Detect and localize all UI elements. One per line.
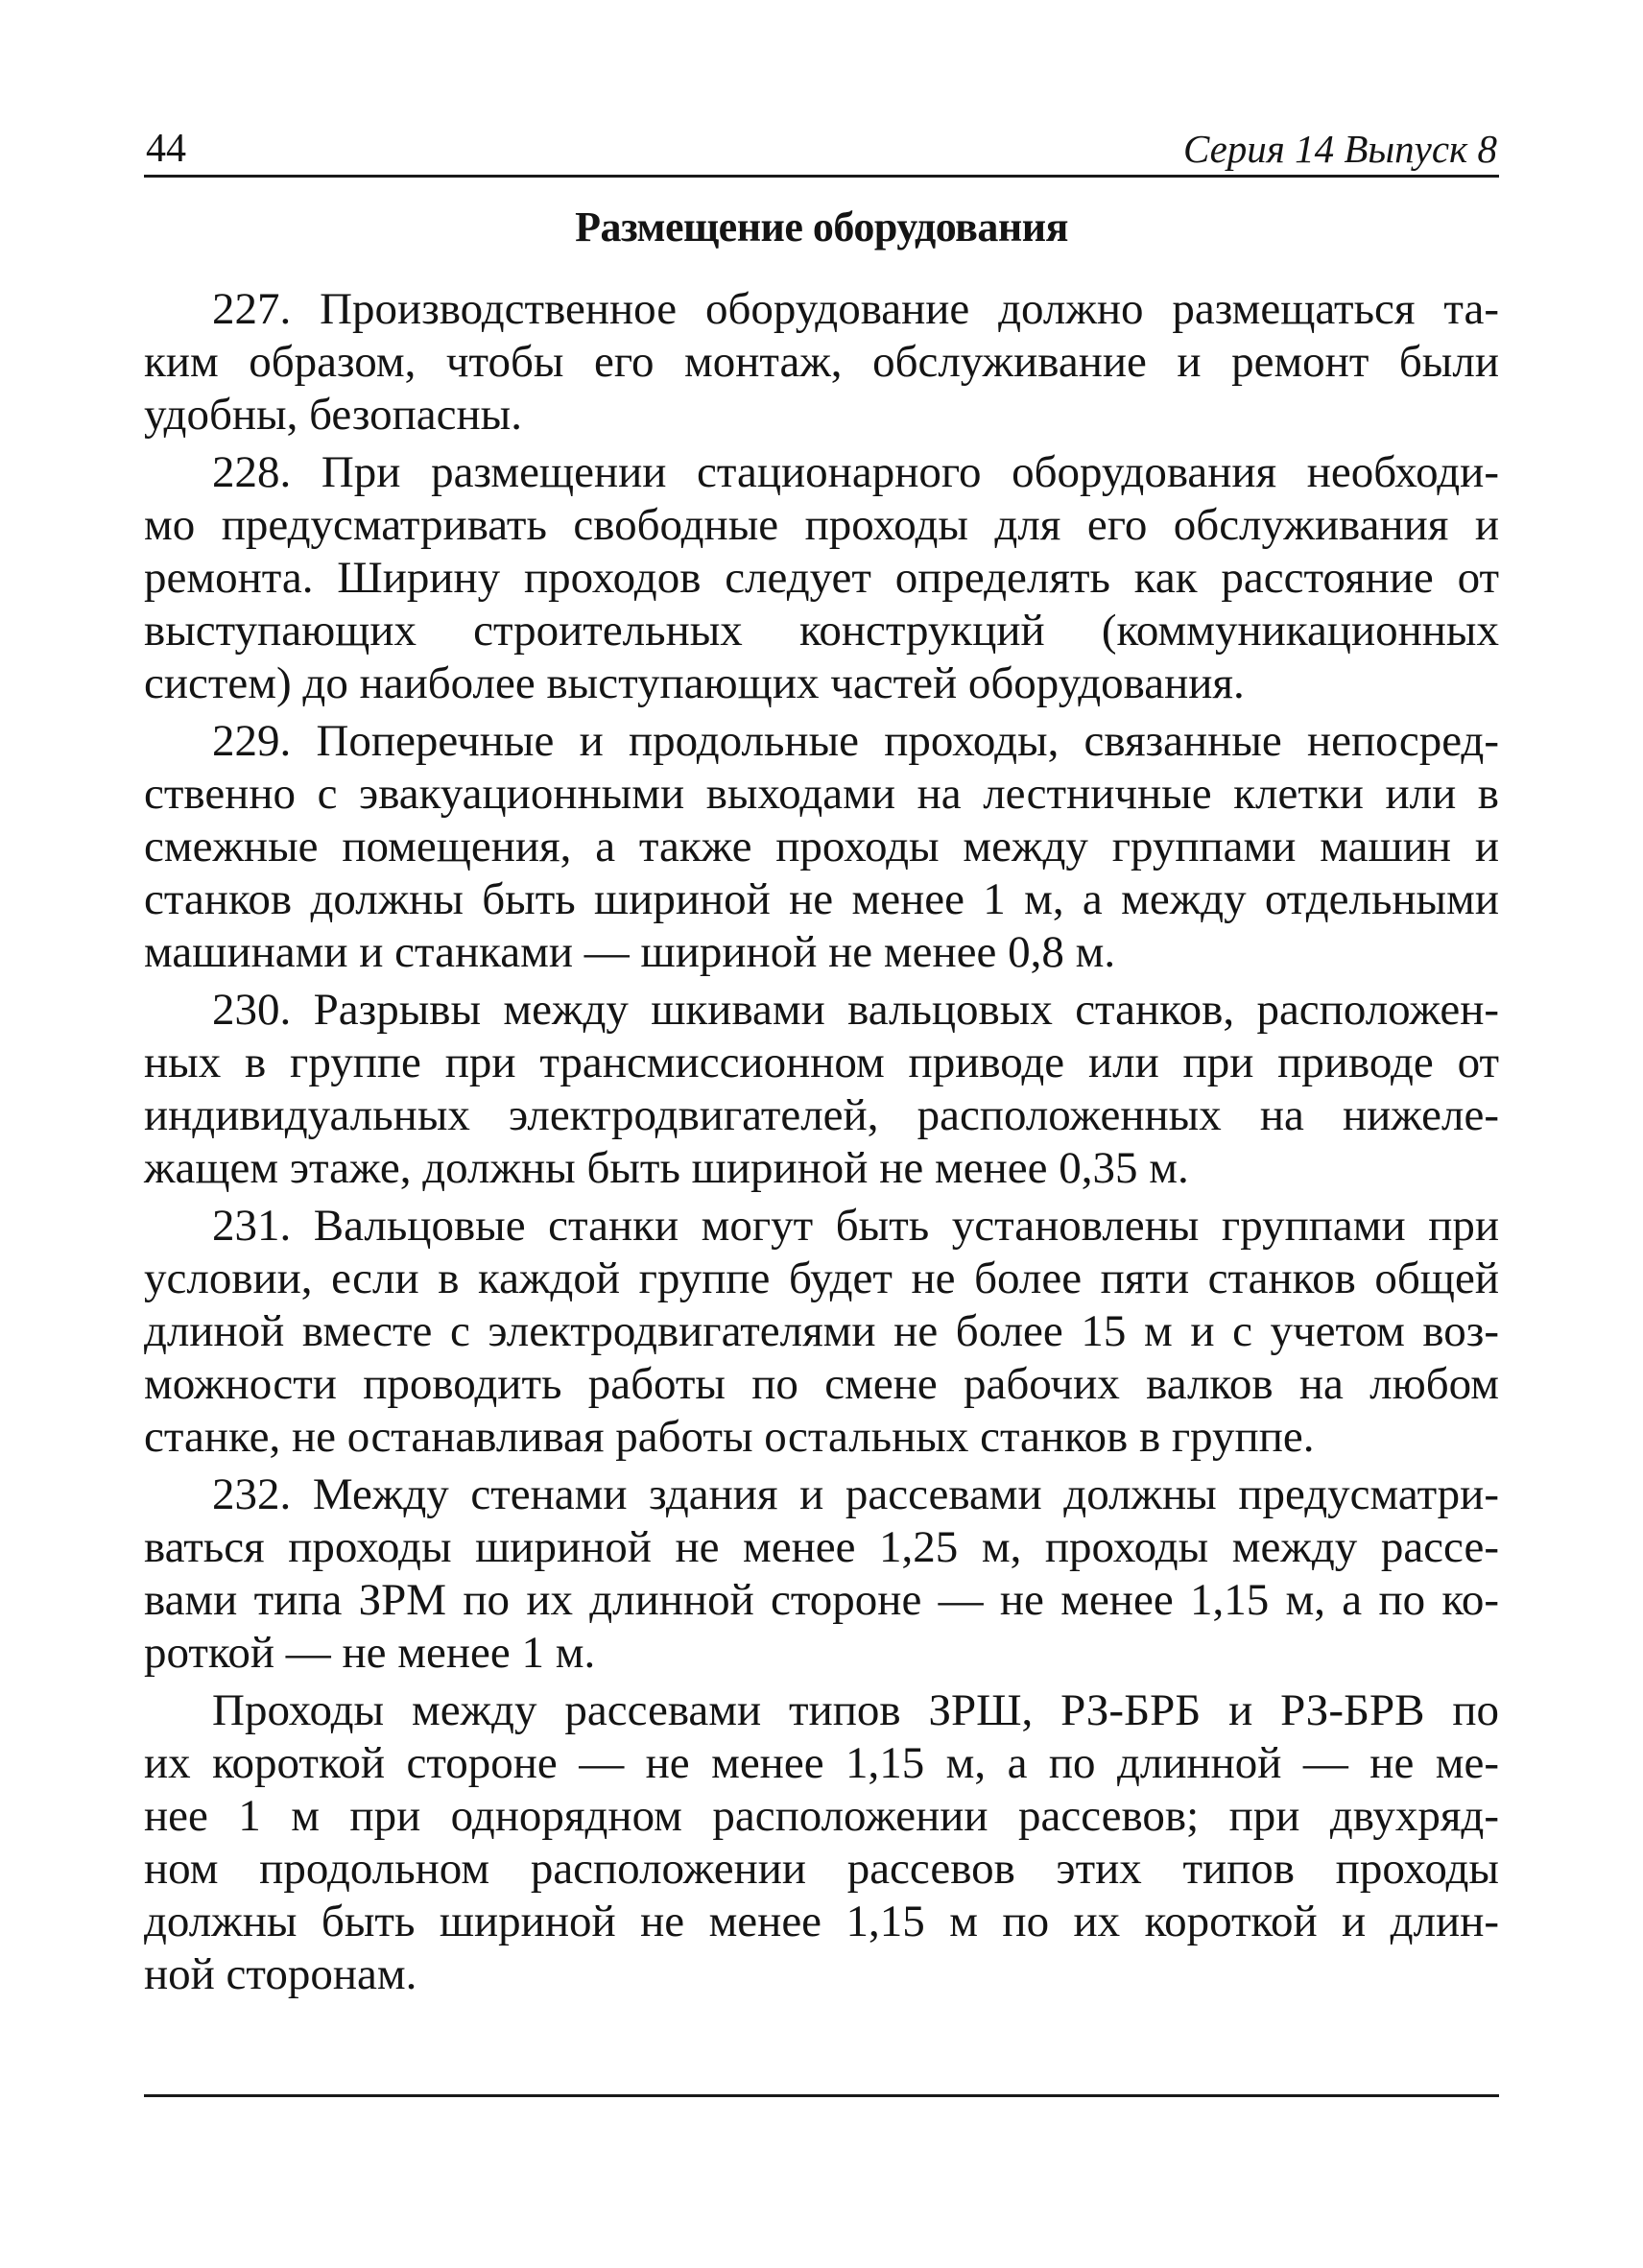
paragraph-231 — [144, 1200, 1499, 1464]
page-header — [144, 121, 1499, 178]
text-line: ном продольном расположении рассевов этих типов проходы — [144, 1844, 1499, 1894]
text-line: ной сторонам. — [144, 1949, 417, 1999]
text-line: ремонта. Ширину проходов следует определять как расстояние от — [144, 553, 1499, 603]
text-line: 230. Разрывы между шкивами вальцовых станков, расположен- — [212, 985, 1499, 1035]
paragraph-228 — [144, 446, 1499, 710]
text-line: их короткой стороне — не менее 1,15 м, а по длинной — не ме- — [144, 1738, 1499, 1788]
text-line: мо предусматривать свободные проходы для его обслуживания и — [144, 500, 1499, 550]
text-line: длиной вместе с электродвигателями не более 15 м и с учетом воз- — [144, 1306, 1499, 1356]
text-line: 232. Между стенами здания и рассевами должны предусматри- — [212, 1469, 1499, 1519]
text-line: должны быть шириной не менее 1,15 м по их короткой и длин- — [144, 1897, 1499, 1946]
section-title: Размещение оборудования — [575, 203, 1068, 251]
text-line: удобны, безопасны. — [144, 390, 522, 440]
running-head: Серия 14 Выпуск 8 — [1182, 127, 1497, 171]
text-line: 228. При размещении стационарного оборудования необходи- — [212, 447, 1499, 497]
paragraph-227 — [144, 283, 1499, 442]
paragraph-230 — [144, 984, 1499, 1195]
page-number: 44 — [146, 127, 186, 171]
text-line: станков должны быть шириной не менее 1 м, а между отдельными — [144, 874, 1499, 924]
text-line: роткой — не менее 1 м. — [144, 1628, 596, 1678]
paragraph-232 — [144, 1468, 1499, 1680]
text-line: нее 1 м при однорядном расположении рассевов; при двухряд- — [144, 1791, 1499, 1841]
document-page — [144, 0, 1499, 2268]
text-line: 231. Вальцовые станки могут быть установлены группами при — [212, 1201, 1499, 1251]
text-line: 227. Производственное оборудование должно размещаться та- — [212, 284, 1499, 334]
text-line: Проходы между рассевами типов ЗРШ, РЗ-БРБ и РЗ-БРВ по — [212, 1685, 1499, 1735]
text-line: станке, не останавливая работы остальных станков в группе. — [144, 1412, 1315, 1462]
body-text — [144, 283, 1499, 2006]
text-line: 229. Поперечные и продольные проходы, связанные непосред- — [212, 716, 1499, 766]
text-line: систем) до наиболее выступающих частей оборудования. — [144, 658, 1245, 708]
text-line: смежные помещения, а также проходы между группами машин и — [144, 822, 1499, 871]
text-line: выступающих строительных конструкций (коммуникационных — [144, 606, 1499, 656]
text-line: ных в группе при трансмиссионном приводе или при приводе от — [144, 1038, 1499, 1087]
text-line: вами типа ЗРМ по их длинной стороне — не менее 1,15 м, а по ко- — [144, 1575, 1499, 1625]
text-line: машинами и станками — шириной не менее 0,8 м. — [144, 927, 1116, 977]
text-line: ваться проходы шириной не менее 1,25 м, проходы между рассе- — [144, 1522, 1499, 1572]
text-line: ким образом, чтобы его монтаж, обслуживание и ремонт были — [144, 337, 1499, 387]
text-line: индивидуальных электродвигателей, расположенных на нижеле- — [144, 1090, 1499, 1140]
text-line: условии, если в каждой группе будет не более пяти станков общей — [144, 1253, 1499, 1303]
text-line: ственно с эвакуационными выходами на лестничные клетки или в — [144, 769, 1499, 819]
paragraph-229 — [144, 715, 1499, 979]
paragraph-232-continued — [144, 1684, 1499, 2001]
text-line: жащем этаже, должны быть шириной не менее 0,35 м. — [144, 1143, 1189, 1193]
text-line: можности проводить работы по смене рабочих валков на любом — [144, 1359, 1499, 1409]
bottom-rule — [144, 2094, 1499, 2097]
